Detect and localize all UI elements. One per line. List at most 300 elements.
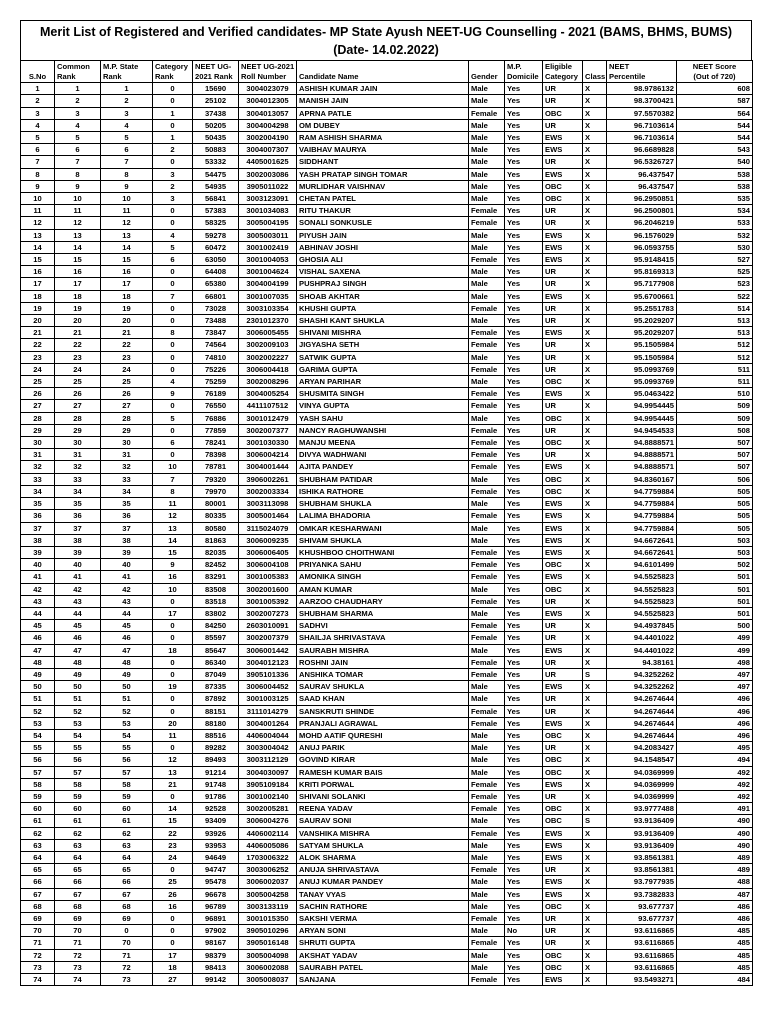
- cell-domicile: Yes: [505, 571, 543, 583]
- cell-neet-rank: 99142: [193, 974, 239, 986]
- cell-state-rank: 8: [101, 168, 153, 180]
- cell-sno: 27: [21, 400, 55, 412]
- cell-score: 499: [677, 644, 753, 656]
- cell-sno: 69: [21, 913, 55, 925]
- cell-percentile: 95.2551783: [607, 302, 677, 314]
- cell-gender: Male: [469, 534, 505, 546]
- cell-domicile: Yes: [505, 400, 543, 412]
- cell-neet-rank: 74810: [193, 351, 239, 363]
- cell-class: X: [583, 790, 607, 802]
- cell-eligible-category: OBC: [543, 473, 583, 485]
- cell-candidate-name: LALIMA BHADORIA: [297, 510, 469, 522]
- cell-category-rank: 9: [153, 388, 193, 400]
- cell-class: X: [583, 315, 607, 327]
- cell-common-rank: 10: [55, 193, 101, 205]
- table-row: [21, 534, 753, 546]
- table-row: [21, 803, 753, 815]
- cell-class: X: [583, 107, 607, 119]
- cell-gender: Male: [469, 180, 505, 192]
- cell-class: X: [583, 193, 607, 205]
- cell-domicile: Yes: [505, 620, 543, 632]
- cell-percentile: 94.8888571: [607, 437, 677, 449]
- cell-gender: Male: [469, 266, 505, 278]
- cell-percentile: 93.5493271: [607, 974, 677, 986]
- cell-roll-number: 3006004418: [239, 363, 297, 375]
- table-row: [21, 876, 753, 888]
- cell-sno: 49: [21, 668, 55, 680]
- cell-roll-number: 3003133119: [239, 900, 297, 912]
- cell-state-rank: 43: [101, 595, 153, 607]
- cell-sno: 20: [21, 315, 55, 327]
- cell-category-rank: 25: [153, 876, 193, 888]
- table-row: [21, 925, 753, 937]
- cell-gender: Female: [469, 424, 505, 436]
- cell-percentile: 93.9136409: [607, 827, 677, 839]
- cell-sno: 23: [21, 351, 55, 363]
- cell-score: 485: [677, 937, 753, 949]
- table-row: [21, 473, 753, 485]
- cell-score: 496: [677, 729, 753, 741]
- cell-eligible-category: EWS: [543, 132, 583, 144]
- cell-class: X: [583, 510, 607, 522]
- cell-common-rank: 51: [55, 693, 101, 705]
- cell-state-rank: 29: [101, 424, 153, 436]
- cell-roll-number: 1703006322: [239, 851, 297, 863]
- cell-roll-number: 3004005254: [239, 388, 297, 400]
- cell-eligible-category: UR: [543, 266, 583, 278]
- cell-domicile: Yes: [505, 851, 543, 863]
- cell-percentile: 96.1576029: [607, 229, 677, 241]
- cell-score: 500: [677, 620, 753, 632]
- cell-category-rank: 0: [153, 913, 193, 925]
- cell-percentile: 95.2029207: [607, 315, 677, 327]
- cell-roll-number: 3002008296: [239, 376, 297, 388]
- cell-gender: Female: [469, 205, 505, 217]
- cell-domicile: Yes: [505, 559, 543, 571]
- cell-percentile: 96.2950851: [607, 193, 677, 205]
- cell-score: 485: [677, 925, 753, 937]
- cell-roll-number: 3001015350: [239, 913, 297, 925]
- cell-class: X: [583, 302, 607, 314]
- cell-category-rank: 18: [153, 644, 193, 656]
- header-domicile-top: M.P.: [507, 62, 522, 71]
- cell-class: X: [583, 388, 607, 400]
- cell-roll-number: 3006002088: [239, 961, 297, 973]
- table-row: [21, 327, 753, 339]
- table-row: [21, 851, 753, 863]
- cell-candidate-name: SATYAM SHUKLA: [297, 839, 469, 851]
- cell-sno: 26: [21, 388, 55, 400]
- cell-roll-number: 3004013057: [239, 107, 297, 119]
- cell-percentile: 94.1548547: [607, 754, 677, 766]
- cell-sno: 40: [21, 559, 55, 571]
- cell-sno: 53: [21, 717, 55, 729]
- cell-neet-rank: 66801: [193, 290, 239, 302]
- cell-common-rank: 70: [55, 925, 101, 937]
- cell-eligible-category: EWS: [543, 327, 583, 339]
- cell-score: 514: [677, 302, 753, 314]
- cell-sno: 54: [21, 729, 55, 741]
- cell-state-rank: 12: [101, 217, 153, 229]
- cell-sno: 25: [21, 376, 55, 388]
- cell-sno: 4: [21, 119, 55, 131]
- cell-sno: 30: [21, 437, 55, 449]
- cell-category-rank: 0: [153, 656, 193, 668]
- cell-sno: 5: [21, 132, 55, 144]
- cell-score: 507: [677, 437, 753, 449]
- cell-score: 489: [677, 864, 753, 876]
- cell-class: X: [583, 839, 607, 851]
- cell-domicile: Yes: [505, 607, 543, 619]
- cell-state-rank: 36: [101, 510, 153, 522]
- cell-common-rank: 53: [55, 717, 101, 729]
- cell-eligible-category: EWS: [543, 717, 583, 729]
- cell-category-rank: 18: [153, 961, 193, 973]
- cell-neet-rank: 83802: [193, 607, 239, 619]
- cell-gender: Male: [469, 83, 505, 95]
- cell-percentile: 96.5326727: [607, 156, 677, 168]
- cell-candidate-name: SAURABH PATEL: [297, 961, 469, 973]
- cell-category-rank: 11: [153, 729, 193, 741]
- cell-domicile: Yes: [505, 632, 543, 644]
- cell-roll-number: 3905016148: [239, 937, 297, 949]
- cell-neet-rank: 89493: [193, 754, 239, 766]
- header-common-rank-top: Common: [57, 62, 90, 71]
- cell-candidate-name: REENA YADAV: [297, 803, 469, 815]
- cell-category-rank: 0: [153, 217, 193, 229]
- cell-candidate-name: VAIBHAV MAURYA: [297, 144, 469, 156]
- cell-score: 505: [677, 498, 753, 510]
- cell-class: X: [583, 485, 607, 497]
- cell-percentile: 96.437547: [607, 180, 677, 192]
- cell-score: 484: [677, 974, 753, 986]
- cell-neet-rank: 74564: [193, 339, 239, 351]
- cell-neet-rank: 64408: [193, 266, 239, 278]
- cell-percentile: 94.7759884: [607, 510, 677, 522]
- cell-percentile: 93.6116865: [607, 961, 677, 973]
- cell-eligible-category: EWS: [543, 461, 583, 473]
- cell-percentile: 94.38161: [607, 656, 677, 668]
- cell-eligible-category: EWS: [543, 229, 583, 241]
- cell-class: X: [583, 546, 607, 558]
- cell-neet-rank: 88180: [193, 717, 239, 729]
- cell-gender: Female: [469, 400, 505, 412]
- cell-gender: Male: [469, 949, 505, 961]
- cell-state-rank: 71: [101, 949, 153, 961]
- cell-domicile: Yes: [505, 656, 543, 668]
- cell-candidate-name: SANSKRUTI SHINDE: [297, 705, 469, 717]
- cell-category-rank: 14: [153, 534, 193, 546]
- cell-gender: Female: [469, 461, 505, 473]
- cell-neet-rank: 91214: [193, 766, 239, 778]
- table-row: [21, 205, 753, 217]
- cell-score: 491: [677, 803, 753, 815]
- table-row: [21, 266, 753, 278]
- table-row: [21, 107, 753, 119]
- cell-state-rank: 56: [101, 754, 153, 766]
- cell-eligible-category: UR: [543, 595, 583, 607]
- cell-candidate-name: SATWIK GUPTA: [297, 351, 469, 363]
- cell-common-rank: 67: [55, 888, 101, 900]
- cell-class: X: [583, 522, 607, 534]
- table-row: [21, 339, 753, 351]
- cell-roll-number: 3003113098: [239, 498, 297, 510]
- table-row: [21, 705, 753, 717]
- cell-state-rank: 57: [101, 766, 153, 778]
- cell-score: 534: [677, 205, 753, 217]
- cell-neet-rank: 58325: [193, 217, 239, 229]
- cell-candidate-name: SHASHI KANT SHUKLA: [297, 315, 469, 327]
- cell-common-rank: 32: [55, 461, 101, 473]
- cell-score: 525: [677, 266, 753, 278]
- cell-roll-number: 3002003086: [239, 168, 297, 180]
- cell-category-rank: 0: [153, 363, 193, 375]
- cell-score: 530: [677, 241, 753, 253]
- cell-candidate-name: SHAILJA SHRIVASTAVA: [297, 632, 469, 644]
- cell-roll-number: 3004001444: [239, 461, 297, 473]
- cell-category-rank: 0: [153, 620, 193, 632]
- cell-score: 511: [677, 376, 753, 388]
- cell-candidate-name: KHUSHI GUPTA: [297, 302, 469, 314]
- table-row: [21, 974, 753, 986]
- header-eligible-category-bottom: Category: [545, 71, 578, 81]
- cell-common-rank: 15: [55, 254, 101, 266]
- cell-class: X: [583, 693, 607, 705]
- cell-eligible-category: EWS: [543, 546, 583, 558]
- cell-class: X: [583, 632, 607, 644]
- cell-neet-rank: 98413: [193, 961, 239, 973]
- cell-neet-rank: 87892: [193, 693, 239, 705]
- cell-neet-rank: 94649: [193, 851, 239, 863]
- table-row: [21, 83, 753, 95]
- cell-score: 497: [677, 668, 753, 680]
- cell-class: X: [583, 681, 607, 693]
- cell-gender: Female: [469, 437, 505, 449]
- cell-domicile: Yes: [505, 461, 543, 473]
- cell-score: 485: [677, 949, 753, 961]
- cell-eligible-category: UR: [543, 83, 583, 95]
- cell-gender: Male: [469, 351, 505, 363]
- cell-score: 496: [677, 693, 753, 705]
- cell-percentile: 94.8888571: [607, 461, 677, 473]
- cell-eligible-category: OBC: [543, 803, 583, 815]
- table-row: [21, 229, 753, 241]
- cell-candidate-name: YASH SAHU: [297, 412, 469, 424]
- cell-state-rank: 50: [101, 681, 153, 693]
- cell-state-rank: 20: [101, 315, 153, 327]
- cell-category-rank: 10: [153, 583, 193, 595]
- cell-roll-number: 4406004044: [239, 729, 297, 741]
- cell-state-rank: 0: [101, 925, 153, 937]
- cell-percentile: 93.9136409: [607, 839, 677, 851]
- cell-roll-number: 3111014279: [239, 705, 297, 717]
- cell-sno: 47: [21, 644, 55, 656]
- header-score: [677, 61, 753, 83]
- cell-category-rank: 0: [153, 95, 193, 107]
- cell-common-rank: 42: [55, 583, 101, 595]
- cell-category-rank: 27: [153, 974, 193, 986]
- table-row: [21, 888, 753, 900]
- cell-candidate-name: SAKSHI VERMA: [297, 913, 469, 925]
- cell-eligible-category: UR: [543, 693, 583, 705]
- cell-neet-rank: 56841: [193, 193, 239, 205]
- cell-gender: Female: [469, 571, 505, 583]
- cell-gender: Female: [469, 217, 505, 229]
- cell-score: 487: [677, 888, 753, 900]
- cell-gender: Male: [469, 498, 505, 510]
- cell-score: 501: [677, 571, 753, 583]
- cell-eligible-category: EWS: [543, 974, 583, 986]
- cell-state-rank: 55: [101, 742, 153, 754]
- cell-state-rank: 17: [101, 278, 153, 290]
- cell-common-rank: 26: [55, 388, 101, 400]
- cell-state-rank: 30: [101, 437, 153, 449]
- cell-eligible-category: OBC: [543, 900, 583, 912]
- cell-sno: 73: [21, 961, 55, 973]
- cell-sno: 39: [21, 546, 55, 558]
- cell-eligible-category: EWS: [543, 254, 583, 266]
- cell-percentile: 94.8888571: [607, 449, 677, 461]
- cell-state-rank: 27: [101, 400, 153, 412]
- table-row: [21, 498, 753, 510]
- table-row: [21, 510, 753, 522]
- cell-common-rank: 21: [55, 327, 101, 339]
- cell-score: 497: [677, 681, 753, 693]
- cell-common-rank: 73: [55, 961, 101, 973]
- cell-common-rank: 34: [55, 485, 101, 497]
- cell-class: X: [583, 949, 607, 961]
- header-roll-number: [239, 61, 297, 83]
- cell-eligible-category: EWS: [543, 681, 583, 693]
- cell-sno: 45: [21, 620, 55, 632]
- cell-neet-rank: 87335: [193, 681, 239, 693]
- cell-gender: Male: [469, 583, 505, 595]
- merit-list-sheet: [20, 20, 752, 986]
- cell-state-rank: 59: [101, 790, 153, 802]
- cell-percentile: 98.3700421: [607, 95, 677, 107]
- cell-percentile: 95.0993769: [607, 363, 677, 375]
- cell-domicile: Yes: [505, 864, 543, 876]
- cell-common-rank: 62: [55, 827, 101, 839]
- cell-class: X: [583, 705, 607, 717]
- cell-common-rank: 59: [55, 790, 101, 802]
- cell-roll-number: 3005004098: [239, 949, 297, 961]
- cell-roll-number: 3003006252: [239, 864, 297, 876]
- header-percentile-bottom: Percentile: [609, 71, 646, 81]
- cell-roll-number: 3002007273: [239, 607, 297, 619]
- table-row: [21, 571, 753, 583]
- cell-percentile: 93.8561381: [607, 851, 677, 863]
- cell-category-rank: 0: [153, 668, 193, 680]
- cell-candidate-name: ANUJ KUMAR PANDEY: [297, 876, 469, 888]
- header-neet-rank: [193, 61, 239, 83]
- cell-percentile: 93.677737: [607, 900, 677, 912]
- cell-gender: Male: [469, 754, 505, 766]
- cell-category-rank: 9: [153, 559, 193, 571]
- cell-candidate-name: MANISH JAIN: [297, 95, 469, 107]
- cell-common-rank: 20: [55, 315, 101, 327]
- cell-gender: Female: [469, 388, 505, 400]
- cell-percentile: 94.0369999: [607, 778, 677, 790]
- table-row: [21, 156, 753, 168]
- cell-candidate-name: PRANJALI AGRAWAL: [297, 717, 469, 729]
- cell-domicile: Yes: [505, 241, 543, 253]
- cell-sno: 37: [21, 522, 55, 534]
- cell-category-rank: 14: [153, 803, 193, 815]
- header-eligible-category: [543, 61, 583, 83]
- cell-gender: Male: [469, 961, 505, 973]
- header-row: [21, 61, 753, 83]
- cell-state-rank: 39: [101, 546, 153, 558]
- cell-gender: Female: [469, 510, 505, 522]
- cell-category-rank: 21: [153, 778, 193, 790]
- cell-common-rank: 25: [55, 376, 101, 388]
- cell-sno: 22: [21, 339, 55, 351]
- header-class-bottom: Class: [585, 71, 606, 81]
- cell-domicile: Yes: [505, 485, 543, 497]
- cell-class: X: [583, 449, 607, 461]
- cell-candidate-name: ANUJ PARIK: [297, 742, 469, 754]
- cell-sno: 48: [21, 656, 55, 668]
- cell-class: X: [583, 339, 607, 351]
- cell-candidate-name: AARZOO CHAUDHARY: [297, 595, 469, 607]
- cell-eligible-category: OBC: [543, 729, 583, 741]
- cell-class: X: [583, 913, 607, 925]
- cell-candidate-name: ISHIKA RATHORE: [297, 485, 469, 497]
- cell-category-rank: 6: [153, 437, 193, 449]
- cell-domicile: Yes: [505, 534, 543, 546]
- cell-percentile: 94.5525823: [607, 583, 677, 595]
- cell-neet-rank: 94747: [193, 864, 239, 876]
- cell-class: X: [583, 217, 607, 229]
- cell-state-rank: 3: [101, 107, 153, 119]
- cell-roll-number: 3905011022: [239, 180, 297, 192]
- cell-state-rank: 7: [101, 156, 153, 168]
- header-neet-rank-top: NEET UG-: [195, 62, 232, 71]
- cell-neet-rank: 25102: [193, 95, 239, 107]
- cell-roll-number: 3005004195: [239, 217, 297, 229]
- table-row: [21, 632, 753, 644]
- cell-common-rank: 72: [55, 949, 101, 961]
- cell-score: 490: [677, 815, 753, 827]
- cell-neet-rank: 83508: [193, 583, 239, 595]
- cell-roll-number: 3906002261: [239, 473, 297, 485]
- cell-state-rank: 15: [101, 254, 153, 266]
- cell-gender: Male: [469, 278, 505, 290]
- cell-candidate-name: SACHIN RATHORE: [297, 900, 469, 912]
- cell-domicile: Yes: [505, 132, 543, 144]
- cell-neet-rank: 86340: [193, 656, 239, 668]
- cell-roll-number: 3001005383: [239, 571, 297, 583]
- cell-candidate-name: SAURABH MISHRA: [297, 644, 469, 656]
- cell-state-rank: 19: [101, 302, 153, 314]
- cell-roll-number: 3004007307: [239, 144, 297, 156]
- cell-candidate-name: ALOK SHARMA: [297, 851, 469, 863]
- cell-state-rank: 37: [101, 522, 153, 534]
- cell-gender: Female: [469, 449, 505, 461]
- cell-class: X: [583, 498, 607, 510]
- cell-gender: Male: [469, 925, 505, 937]
- cell-state-rank: 18: [101, 290, 153, 302]
- cell-class: X: [583, 559, 607, 571]
- cell-eligible-category: EWS: [543, 827, 583, 839]
- cell-neet-rank: 37438: [193, 107, 239, 119]
- cell-score: 544: [677, 119, 753, 131]
- cell-candidate-name: NANCY RAGHUWANSHI: [297, 424, 469, 436]
- cell-domicile: Yes: [505, 266, 543, 278]
- cell-percentile: 94.9454533: [607, 424, 677, 436]
- cell-state-rank: 67: [101, 888, 153, 900]
